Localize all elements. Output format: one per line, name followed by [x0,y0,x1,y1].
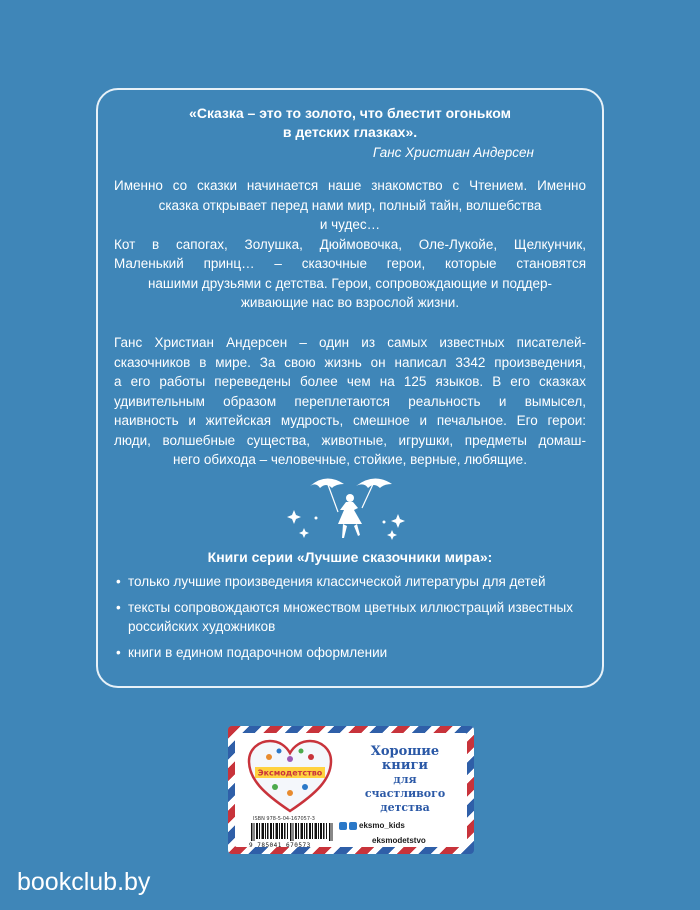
slogan-line: детства [380,801,430,814]
card-inner [235,733,467,847]
quote-line-1: «Сказка – это то золото, что блестит огоньком [189,105,511,121]
vk-icon [339,822,347,830]
umbrella-girls-illustration [280,468,420,548]
slogan-line: для счастливого [364,773,446,800]
epigraph-quote [110,104,590,142]
text-line: удивительным образом переплетаются реальность и вымысел, [114,393,586,409]
watermark: bookclub.by [17,868,151,896]
barcode-icon [251,823,333,841]
heart-logo-icon [245,737,335,815]
series-features-list [116,572,586,668]
text-line: нашими друзьями с детства. Герои, сопровождающие и поддер- [147,275,553,291]
intro-paragraph [114,176,586,313]
text-line: живающие нас во взрослой жизни. [240,295,460,310]
list-item: • только лучшие произведения классической литературы для детей [116,572,586,592]
series-title: Книги серии «Лучшие сказочники мира»: [207,549,493,565]
text-line: наивность и житейская мудрость, смешное и печальное. Его герои: [114,413,586,428]
text-line: Именно со сказки начинается наше знакомство с Чтением. Именно [114,178,586,193]
quote-line-2: в детских глазках». [282,124,418,140]
isbn-label: ISBN 978-5-04-167057-3 [253,816,315,822]
slogan-line: книги [381,758,429,773]
text-line: Ганс Христиан Андерсен – один из самых известных писателей- [114,335,586,350]
text-line: Кот в сапогах, Золушка, Дюймовочка, Оле-Лукойе, Щелкунчик, [114,236,586,252]
publisher-site: eksmodetstvo [372,836,426,845]
text-line: Маленький принц… – сказочные герои, которые становятся [114,256,586,271]
sparkle-icon [387,530,397,540]
publisher-slogan [353,745,457,815]
publisher-card [228,726,474,854]
text-line: него обихода – человечные, стойкие, верные, любящие. [173,452,527,467]
barcode-number: 9 785041 670573 [249,842,311,849]
social-handle-text: eksmo_kids [359,821,405,830]
text-line: люди, волшебные существа, животные, игрушки, предметы домаш- [114,432,586,448]
sparkle-icon [299,528,309,538]
text-line: а его работы переведены более чем на 125 языков. В его сказках [114,374,586,389]
heart-label: Эксмодетство [257,768,323,778]
quote-author: Ганс Христиан Андерсен [372,145,534,160]
text-line: сказочников в мире. За свою жизнь он написал 3342 произведения, [114,354,586,370]
list-item: • тексты сопровождаются множеством цветных иллюстраций известных российских художников [116,598,586,637]
text-line: и чудес… [319,217,381,232]
list-item: • книги в едином подарочном оформлении [116,643,586,663]
sparkle-icon [287,510,301,524]
andersen-paragraph [114,333,586,470]
text-line: сказка открывает перед нами мир, полный тайн, волшебства [158,197,542,213]
telegram-icon [349,822,357,830]
social-handle [339,821,405,830]
slogan-line: Хорошие [370,744,440,759]
sparkle-icon [391,514,405,528]
